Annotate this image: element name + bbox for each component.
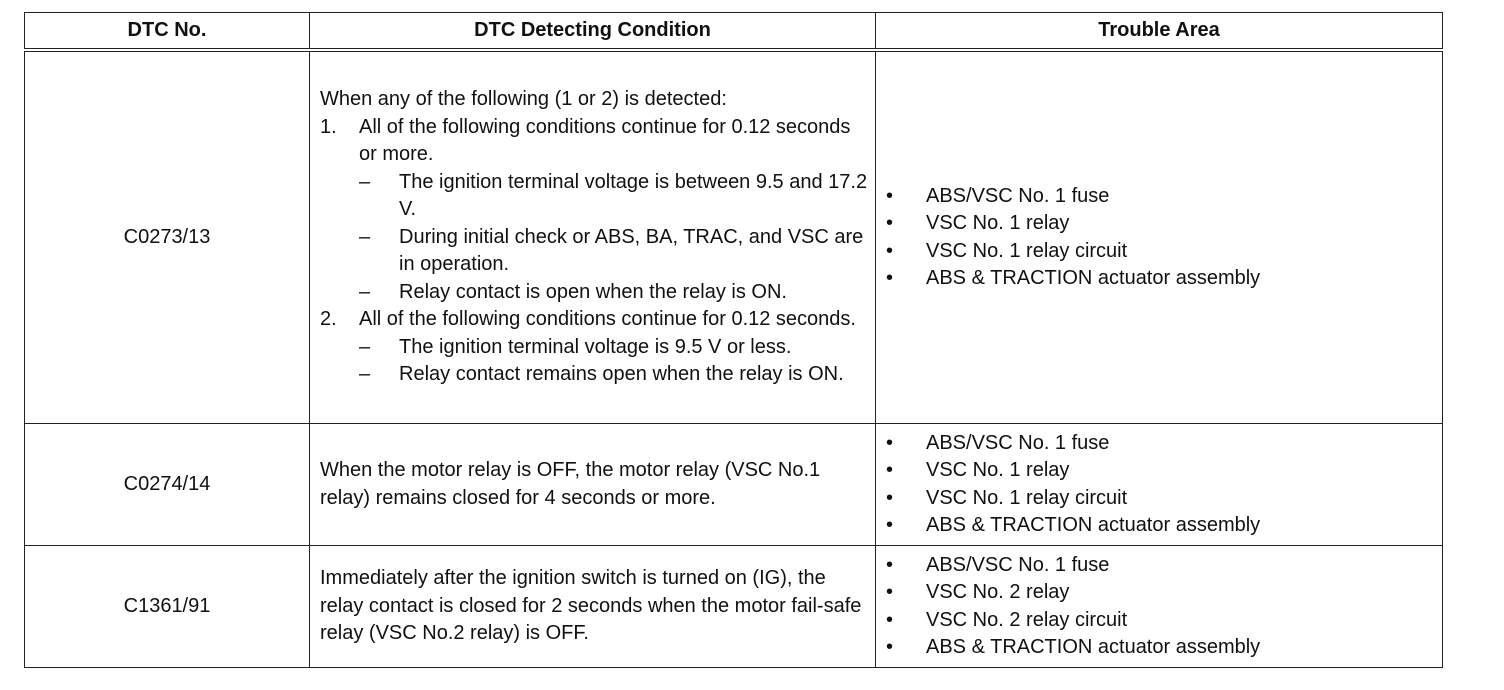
dtc-code: C0274/14 (25, 424, 310, 546)
trouble-text: ABS & TRACTION actuator assembly (926, 636, 1261, 658)
trouble-text: ABS & TRACTION actuator assembly (926, 514, 1261, 536)
table-row (25, 546, 1443, 668)
trouble-item (886, 607, 1442, 635)
bullet-marker: • (886, 267, 894, 289)
trouble-text: VSC No. 2 relay (926, 581, 1070, 603)
trouble-list (886, 552, 1442, 662)
bullet-marker: • (886, 459, 894, 481)
dash-marker: – (359, 225, 371, 248)
header-condition: DTC Detecting Condition (310, 13, 876, 51)
trouble-item (886, 210, 1442, 238)
dtc-code: C0273/13 (25, 50, 310, 424)
trouble-list (886, 430, 1442, 540)
trouble-text: ABS/VSC No. 1 fuse (926, 553, 1110, 576)
sub-condition-text: The ignition terminal voltage is 9.5 V or less. (399, 335, 792, 358)
detecting-condition (310, 546, 876, 668)
trouble-text: VSC No. 1 relay (926, 459, 1070, 481)
trouble-area (876, 50, 1443, 424)
condition-item (320, 306, 869, 334)
condition-text: Immediately after the ignition switch is turned on (IG), the relay contact is closed for 2 seconds when the motor fail-safe relay (VSC No.2 relay) is OFF. (320, 567, 862, 645)
bullet-marker: • (886, 212, 894, 234)
trouble-text: VSC No. 2 relay circuit (926, 608, 1128, 631)
condition-intro: When any of the following (1 or 2) is detected: (320, 88, 727, 111)
dtc-code: C1361/91 (25, 546, 310, 668)
trouble-text: ABS/VSC No. 1 fuse (926, 184, 1110, 207)
sub-condition-text: The ignition terminal voltage is between 9.5 and 17.2 V. (399, 170, 868, 221)
trouble-item (886, 430, 1442, 458)
dash-marker: – (359, 280, 371, 303)
header-dtc-no: DTC No. (25, 13, 310, 51)
trouble-text: VSC No. 1 relay (926, 212, 1070, 234)
trouble-item (886, 183, 1442, 211)
bullet-marker: • (886, 581, 894, 603)
sub-condition-text: Relay contact is open when the relay is ON. (399, 280, 787, 303)
condition-item (320, 114, 869, 169)
trouble-item (886, 512, 1442, 540)
item-text: All of the following conditions continue for 0.12 seconds or more. (359, 115, 851, 166)
bullet-marker: • (886, 514, 894, 536)
detecting-condition (310, 50, 876, 424)
sub-condition-text: During initial check or ABS, BA, TRAC, and VSC are in operation. (399, 225, 864, 276)
bullet-marker: • (886, 608, 894, 631)
bullet-marker: • (886, 636, 894, 658)
item-number: 2. (320, 308, 337, 331)
header-row (25, 13, 1443, 51)
trouble-area (876, 546, 1443, 668)
trouble-item (886, 634, 1442, 662)
bullet-marker: • (886, 239, 894, 262)
sub-condition-text: Relay contact remains open when the relay is ON. (399, 363, 844, 386)
trouble-item (886, 579, 1442, 607)
dash-marker: – (359, 335, 371, 358)
dtc-table (24, 12, 1443, 668)
trouble-list (886, 183, 1442, 293)
trouble-item (886, 238, 1442, 266)
trouble-item (886, 265, 1442, 293)
bullet-marker: • (886, 431, 894, 454)
table-row (25, 50, 1443, 424)
trouble-item (886, 457, 1442, 485)
bullet-marker: • (886, 486, 894, 509)
trouble-text: ABS & TRACTION actuator assembly (926, 267, 1261, 289)
item-number: 1. (320, 115, 337, 138)
trouble-item (886, 552, 1442, 580)
sub-condition (359, 334, 869, 362)
dash-marker: – (359, 363, 371, 386)
sub-condition (359, 169, 869, 224)
condition-text: When the motor relay is OFF, the motor relay (VSC No.1 relay) remains closed for 4 seconds or more. (320, 459, 821, 509)
trouble-text: VSC No. 1 relay circuit (926, 486, 1128, 509)
bullet-marker: • (886, 553, 894, 576)
header-trouble-area: Trouble Area (876, 13, 1443, 51)
sub-condition (359, 224, 869, 279)
trouble-text: ABS/VSC No. 1 fuse (926, 431, 1110, 454)
bullet-marker: • (886, 184, 894, 207)
sub-condition (359, 279, 869, 307)
trouble-item (886, 485, 1442, 513)
item-text: All of the following conditions continue for 0.12 seconds. (359, 308, 856, 331)
dash-marker: – (359, 170, 371, 193)
detecting-condition (310, 424, 876, 546)
table-row (25, 424, 1443, 546)
trouble-text: VSC No. 1 relay circuit (926, 239, 1128, 262)
trouble-area (876, 424, 1443, 546)
sub-condition (359, 361, 869, 389)
